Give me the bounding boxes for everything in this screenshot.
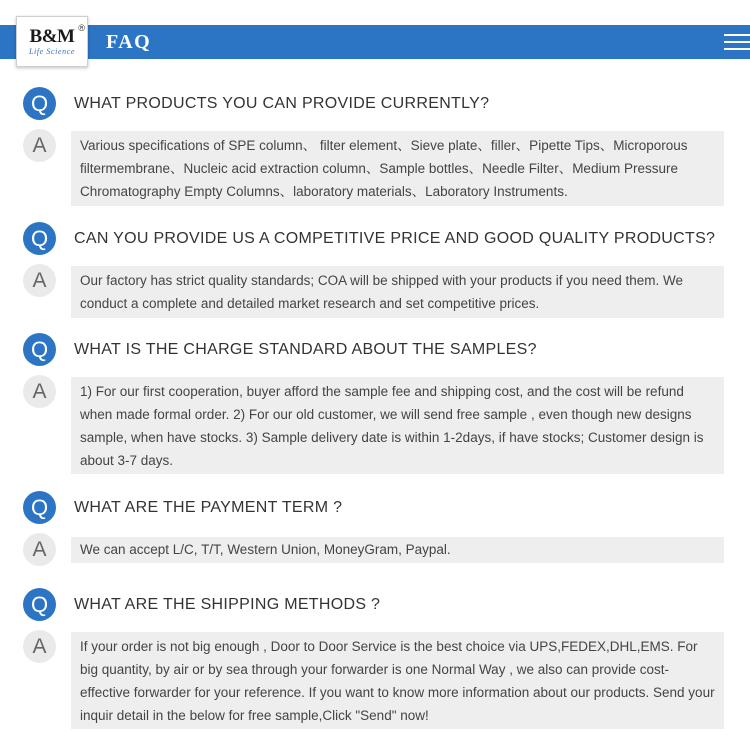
faq-question: WHAT ARE THE SHIPPING METHODS ? (74, 596, 381, 613)
faq-question: WHAT PRODUCTS YOU CAN PROVIDE CURRENTLY? (74, 95, 490, 112)
page-title: FAQ (106, 31, 152, 53)
logo-registered-mark: ® (78, 23, 85, 33)
question-badge: Q (23, 333, 56, 366)
answer-badge: A (23, 264, 56, 297)
answer-badge: A (23, 375, 56, 408)
answer-badge: A (23, 533, 56, 566)
faq-question: WHAT IS THE CHARGE STANDARD ABOUT THE SAMPLES? (74, 341, 537, 358)
logo-text: B&M (29, 26, 75, 47)
menu-line (724, 48, 750, 50)
answer-badge: A (23, 129, 56, 162)
question-badge: Q (23, 588, 56, 621)
faq-question: CAN YOU PROVIDE US A COMPETITIVE PRICE AND GOOD QUALITY PRODUCTS? (74, 230, 716, 247)
faq-question: WHAT ARE THE PAYMENT TERM ? (74, 499, 343, 516)
hamburger-menu-icon[interactable] (724, 31, 750, 53)
menu-line (724, 41, 750, 43)
faq-answer: We can accept L/C, T/T, Western Union, MoneyGram, Paypal. (71, 537, 724, 563)
logo[interactable] (16, 16, 88, 67)
question-badge: Q (23, 222, 56, 255)
faq-answer: Our factory has strict quality standards; COA will be shipped with your products if you need them. We conduct a complete and detailed market research and set competitive prices. (71, 266, 724, 318)
answer-badge: A (23, 630, 56, 663)
logo-subtitle: Life Science (28, 47, 76, 56)
question-badge: Q (23, 87, 56, 120)
faq-answer: If your order is not big enough , Door to Door Service is the best choice via UPS,FEDEX,DHL,EMS. For big quantity, by air or by sea through your forwarder is one Normal Way , we also can provide cost-effective forwarder for your reference. If you want to know more information about our products. Send your inquir detail in the below for free sample,Click "Send" now! (71, 632, 724, 729)
question-badge: Q (23, 491, 56, 524)
faq-answer: 1) For our first cooperation, buyer afford the sample fee and shipping cost, and the cost will be refund when made formal order. 2) For our old customer, we will send free sample , even though new designs sample, when have stocks. 3) Sample delivery date is within 1-2days, if have stocks; Customer design is about 3-7 days. (71, 377, 724, 474)
faq-answer: Various specifications of SPE column、 filter element、Sieve plate、filler、Pipette Tips、Microporous filtermembrane、Nucleic acid extraction column、Sample bottles、Needle Filter、Medium Pressure Chromatography Empty Columns、laboratory materials、Laboratory Instruments. (71, 131, 724, 206)
menu-line (724, 34, 750, 36)
